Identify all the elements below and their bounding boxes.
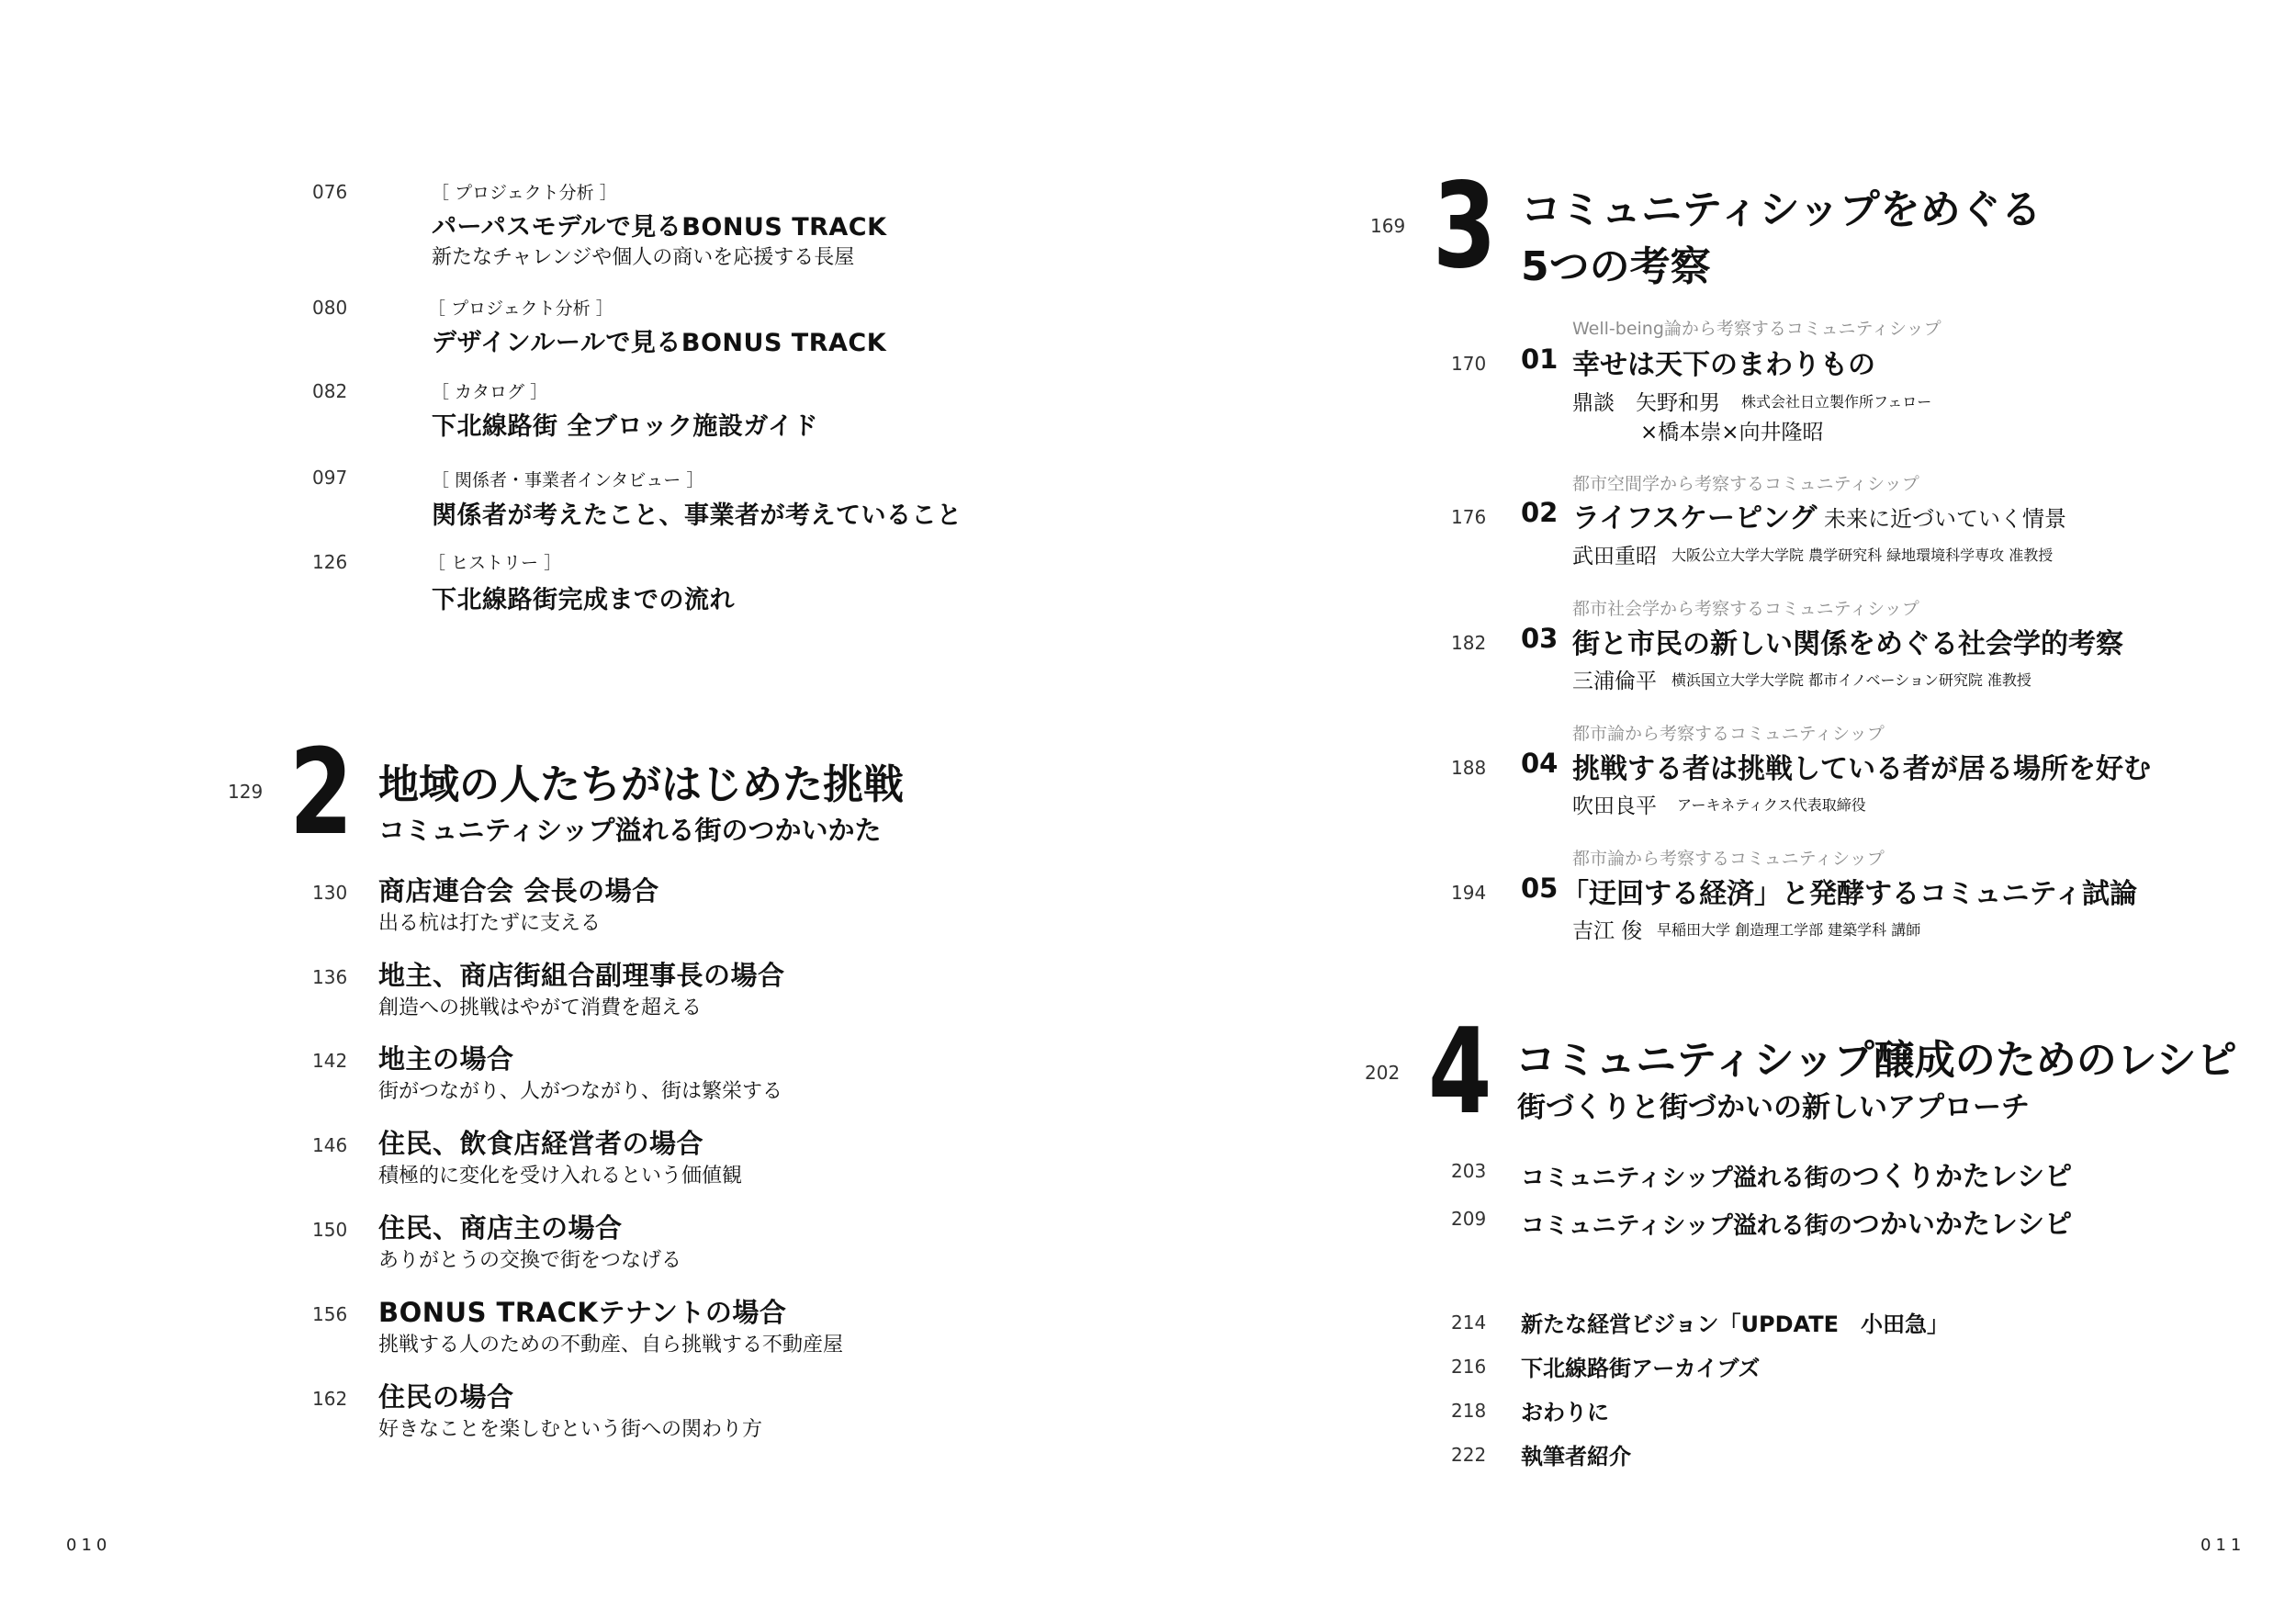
item-category: 都市論から考察するコミュニティシップ [1572,849,1885,869]
section-tag: ［ ヒストリー ］ [428,553,562,573]
page-number: 202 [1365,1062,1401,1084]
section-tag: ［ 関係者・事業者インタビュー ］ [432,470,704,490]
entry-subtitle: 新たなチャレンジや個人の商いを応援する長屋 [432,246,855,269]
page-number: 082 [312,380,348,402]
recipe-title-prefix: コミュニティシップ溢れる街の [1521,1165,1852,1192]
entry-subtitle: 積極的に変化を受け入れるという価値観 [378,1165,743,1188]
page-number: 169 [1370,215,1406,237]
item-author: 武田重昭 [1572,545,1657,569]
entry-title: 下北線路街アーカイブズ [1521,1356,1761,1381]
folio-right: 011 [2200,1536,2246,1555]
entry-title: 住民、飲食店経営者の場合 [378,1128,704,1159]
item-author: 三浦倫平 [1572,670,1657,693]
recipe-title-emphasis: つかいかたレシピ [1851,1209,2073,1241]
entry-title: 地主の場合 [378,1043,514,1075]
page-number: 129 [228,781,264,803]
page-number: 222 [1451,1444,1487,1466]
item-coauthors: ×橋本崇×向井隆昭 [1640,421,1824,445]
recipe-title-prefix: コミュニティシップ溢れる街の [1521,1212,1852,1240]
chapter-subtitle: 街づくりと街づかいの新しいアプローチ [1517,1091,2030,1124]
section-tag: ［ カタログ ］ [432,382,548,402]
item-affiliation: 株式会社日立製作所フェロー [1741,393,1932,411]
item-title: 「迂回する経済」と発酵するコミュニティ試論 [1561,878,2137,910]
recipe-title [1521,1201,2072,1242]
chapter-number: 4 [1428,1004,1492,1141]
page-number: 188 [1451,757,1487,779]
item-title-sub: 未来に近づいていく情景 [1824,506,2066,532]
chapter-title: 地域の人たちがはじめた挑戦 [378,761,904,808]
page-number: 182 [1451,632,1487,654]
page-number: 214 [1451,1312,1487,1334]
page-number: 136 [312,966,348,988]
entry-subtitle: 挑戦する人のための不動産、自ら挑戦する不動産屋 [378,1334,844,1357]
folio-left: 010 [66,1536,112,1555]
entry-title: おわりに [1521,1400,1609,1425]
chapter-title: 5つの考察 [1521,243,1711,290]
page-number: 209 [1451,1208,1487,1230]
entry-title: 執筆者紹介 [1521,1444,1631,1469]
item-number: 04 [1521,748,1559,779]
entry-subtitle: 街がつながり、人がつながり、街は繁栄する [378,1080,783,1103]
entry-title: 地主、商店街組合副理事長の場合 [378,960,785,991]
page-number: 150 [312,1219,348,1241]
page-number: 080 [312,297,348,319]
section-tag: ［ プロジェクト分析 ］ [432,183,617,203]
item-title: 街と市民の新しい関係をめぐる社会学的考察 [1572,628,2123,660]
item-affiliation: 早稲田大学 創造理工学部 建築学科 講師 [1657,921,1921,939]
item-title: 幸せは天下のまわりもの [1572,349,1875,381]
page-number: 162 [312,1388,348,1410]
entry-subtitle: 出る杭は打たずに支える [378,912,602,935]
item-affiliation: アーキネティクス代表取締役 [1677,796,1866,814]
entry-title: 新たな経営ビジョン「UPDATE 小田急」 [1521,1312,1949,1337]
page-number: 097 [312,467,348,489]
entry-title: 下北線路街 全ブロック施設ガイド [432,412,819,441]
item-number: 02 [1521,497,1559,528]
page-number: 156 [312,1303,348,1325]
chapter-number: 3 [1433,158,1497,295]
page-number: 142 [312,1050,348,1072]
page-number: 170 [1451,353,1487,375]
page-number: 146 [312,1134,348,1156]
entry-subtitle: 好きなことを楽しむという街への関わり方 [378,1418,763,1441]
page-number: 216 [1451,1356,1487,1378]
section-tag: ［ プロジェクト分析 ］ [428,298,613,319]
chapter-subtitle: コミュニティシップ溢れる街のつかいかた [378,815,882,846]
item-author: 吉江 俊 [1572,919,1643,943]
item-author: 鼎談 矢野和男 [1572,391,1720,415]
entry-title: 下北線路街完成までの流れ [432,586,735,614]
entry-title: BONUS TRACKテナントの場合 [378,1297,787,1328]
entry-title: 商店連合会 会長の場合 [378,875,659,906]
item-number: 01 [1521,343,1559,375]
item-category: 都市論から考察するコミュニティシップ [1572,724,1885,744]
page-number: 176 [1451,506,1487,528]
chapter-title: コミュニティシップ醸成のためのレシピ [1515,1037,2237,1084]
chapter-title: コミュニティシップをめぐる [1521,186,2042,233]
page-number: 076 [312,181,348,203]
entry-subtitle: 創造への挑戦はやがて消費を超える [378,996,703,1019]
chapter-number: 2 [289,725,354,861]
entry-title: デザインルールで見るBONUS TRACK [432,329,887,357]
item-category: 都市社会学から考察するコミュニティシップ [1572,599,1919,619]
entry-title: パーパスモデルで見るBONUS TRACK [432,213,887,242]
item-category: Well-being論から考察するコミュニティシップ [1572,319,1941,339]
page-number: 203 [1451,1160,1487,1182]
entry-title: 住民、商店主の場合 [378,1212,623,1244]
item-title: ライフスケーピング [1572,502,1818,535]
page-number: 218 [1451,1400,1487,1422]
item-affiliation: 横浜国立大学大学院 都市イノベーション研究院 准教授 [1671,671,2032,689]
page-number: 130 [312,882,348,904]
item-author: 吹田良平 [1572,794,1657,818]
entry-title: 関係者が考えたこと、事業者が考えていること [432,501,962,530]
entry-title: 住民の場合 [378,1381,514,1413]
entry-subtitle: ありがとうの交換で街をつなげる [378,1249,682,1272]
item-number: 03 [1521,623,1559,654]
page-number: 126 [312,551,348,573]
page-number: 194 [1451,882,1487,904]
item-number: 05 [1521,873,1559,904]
item-category: 都市空間学から考察するコミュニティシップ [1572,474,1919,494]
item-affiliation: 大阪公立大学大学院 農学研究科 緑地環境科学専攻 准教授 [1671,546,2054,564]
recipe-title [1521,1154,2072,1194]
item-title: 挑戦する者は挑戦している者が居る場所を好む [1572,753,2151,785]
recipe-title-emphasis: つくりかたレシピ [1851,1161,2073,1193]
